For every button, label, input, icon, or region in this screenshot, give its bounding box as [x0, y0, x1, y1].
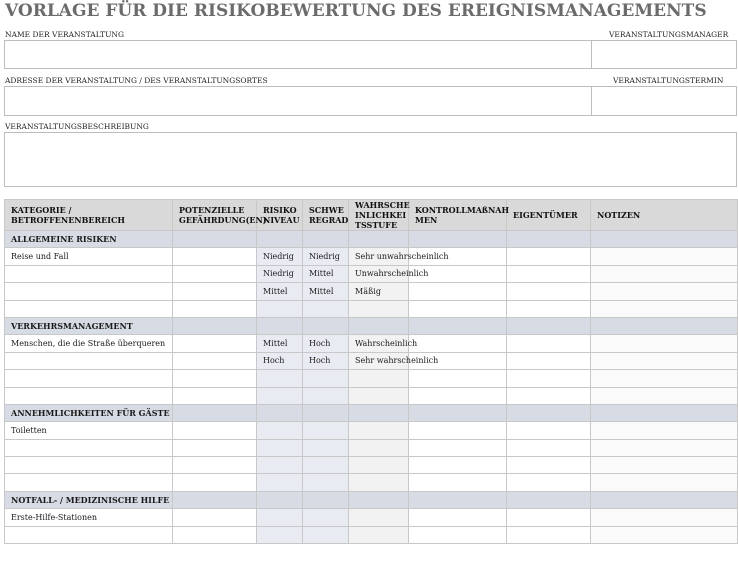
owner-cell[interactable] [507, 509, 591, 526]
likelihood-cell[interactable] [349, 439, 409, 456]
controls-cell[interactable] [409, 526, 507, 543]
severity-cell [303, 404, 349, 421]
controls-cell[interactable] [409, 300, 507, 317]
severity-cell[interactable] [303, 526, 349, 543]
severity-cell[interactable] [303, 370, 349, 387]
event-manager-label: VERANSTALTUNGSMANAGER [609, 30, 729, 39]
notes-cell[interactable] [591, 509, 738, 526]
header-likelihood: WAHRSCHE INLICHKEI TSSTUFE [349, 200, 409, 231]
table-row [5, 439, 738, 456]
table-row [5, 352, 738, 369]
likelihood-cell[interactable] [349, 370, 409, 387]
hazard-cell[interactable] [173, 457, 257, 474]
risk-level-cell[interactable] [257, 526, 303, 543]
category-cell[interactable]: Reise und Fall [5, 248, 173, 265]
likelihood-cell [349, 317, 409, 334]
owner-cell [507, 404, 591, 421]
owner-cell[interactable] [507, 352, 591, 369]
owner-cell[interactable] [507, 283, 591, 300]
controls-cell [409, 491, 507, 508]
table-row [5, 370, 738, 387]
notes-cell[interactable] [591, 248, 738, 265]
severity-cell[interactable]: Hoch [303, 335, 349, 352]
hazard-cell[interactable] [173, 335, 257, 352]
category-row [5, 491, 738, 508]
header-owner: EIGENTÜMER [507, 200, 591, 231]
table-row [5, 283, 738, 300]
risk-level-cell[interactable] [257, 457, 303, 474]
severity-cell [303, 317, 349, 334]
hazard-cell[interactable] [173, 265, 257, 282]
severity-cell[interactable] [303, 422, 349, 439]
header-risk-level: RISIKO NIVEAU [257, 200, 303, 231]
table-row [5, 335, 738, 352]
owner-cell[interactable] [507, 439, 591, 456]
table-row [5, 387, 738, 404]
severity-cell[interactable]: Mittel [303, 283, 349, 300]
severity-cell[interactable]: Hoch [303, 352, 349, 369]
controls-cell[interactable] [409, 283, 507, 300]
header-severity: SCHWE REGRAD [303, 200, 349, 231]
likelihood-cell[interactable] [349, 387, 409, 404]
likelihood-cell [349, 491, 409, 508]
category-row [5, 231, 738, 248]
likelihood-cell[interactable] [349, 509, 409, 526]
severity-cell[interactable]: Mittel [303, 265, 349, 282]
risk-level-cell[interactable] [257, 300, 303, 317]
table-row [5, 265, 738, 282]
controls-cell[interactable] [409, 422, 507, 439]
severity-cell[interactable] [303, 457, 349, 474]
likelihood-cell[interactable]: Sehr wahrscheinlich [349, 352, 409, 369]
risk-level-cell [257, 404, 303, 421]
category-row [5, 317, 738, 334]
description-field[interactable] [4, 132, 737, 187]
table-row [5, 457, 738, 474]
controls-cell [409, 404, 507, 421]
event-name-label: NAME DER VERANSTALTUNG [5, 30, 124, 39]
notes-cell[interactable] [591, 352, 738, 369]
category-cell[interactable] [5, 526, 173, 543]
header-hazards: POTENZIELLE GEFÄHRDUNG(EN) [173, 200, 257, 231]
owner-cell[interactable] [507, 335, 591, 352]
risk-level-cell[interactable] [257, 474, 303, 491]
notes-cell [591, 404, 738, 421]
severity-cell[interactable] [303, 439, 349, 456]
likelihood-cell[interactable]: Mäßig [349, 283, 409, 300]
hazard-cell[interactable] [173, 526, 257, 543]
owner-cell[interactable] [507, 422, 591, 439]
controls-cell [409, 231, 507, 248]
header-notes: NOTIZEN [591, 200, 738, 231]
risk-level-cell[interactable]: Niedrig [257, 248, 303, 265]
notes-cell[interactable] [591, 265, 738, 282]
event-date-label: VERANSTALTUNGSTERMIN [613, 76, 724, 85]
owner-cell[interactable] [507, 526, 591, 543]
controls-cell [409, 317, 507, 334]
severity-cell[interactable] [303, 509, 349, 526]
controls-cell[interactable] [409, 457, 507, 474]
hazard-cell[interactable] [173, 248, 257, 265]
likelihood-cell[interactable] [349, 474, 409, 491]
likelihood-cell [349, 231, 409, 248]
hazard-cell[interactable] [173, 300, 257, 317]
hazard-cell[interactable] [173, 283, 257, 300]
category-cell[interactable] [5, 265, 173, 282]
table-row [5, 526, 738, 543]
severity-cell[interactable] [303, 387, 349, 404]
risk-level-cell[interactable] [257, 387, 303, 404]
table-body [5, 231, 738, 544]
category-cell[interactable] [5, 439, 173, 456]
notes-cell [591, 231, 738, 248]
likelihood-cell[interactable] [349, 300, 409, 317]
event-name-field[interactable] [4, 40, 592, 69]
category-cell[interactable] [5, 283, 173, 300]
category-cell[interactable]: Menschen, die die Straße überqueren [5, 335, 173, 352]
severity-cell[interactable]: Niedrig [303, 248, 349, 265]
likelihood-cell [349, 404, 409, 421]
table-row [5, 300, 738, 317]
hazard-cell[interactable] [173, 474, 257, 491]
notes-cell[interactable] [591, 439, 738, 456]
likelihood-cell[interactable]: Sehr unwahrscheinlich [349, 248, 409, 265]
owner-cell [507, 317, 591, 334]
risk-level-cell[interactable]: Mittel [257, 283, 303, 300]
hazard-cell[interactable] [173, 422, 257, 439]
notes-cell[interactable] [591, 457, 738, 474]
category-title: ANNEHMLICHKEITEN FÜR GÄSTE [5, 404, 173, 421]
hazard-cell[interactable] [173, 387, 257, 404]
notes-cell [591, 317, 738, 334]
category-cell[interactable]: Erste-Hilfe-Stationen [5, 509, 173, 526]
risk-table [4, 199, 738, 544]
severity-cell [303, 491, 349, 508]
hazard-cell[interactable] [173, 439, 257, 456]
owner-cell[interactable] [507, 474, 591, 491]
notes-cell[interactable] [591, 335, 738, 352]
category-title: NOTFALL- / MEDIZINISCHE HILFE [5, 491, 173, 508]
severity-cell[interactable] [303, 474, 349, 491]
description-label: VERANSTALTUNGSBESCHREIBUNG [5, 122, 149, 131]
category-row [5, 404, 738, 421]
table-row [5, 474, 738, 491]
table-header-row [5, 200, 738, 231]
risk-level-cell [257, 317, 303, 334]
controls-cell[interactable] [409, 387, 507, 404]
category-title: VERKEHRSMANAGEMENT [5, 317, 173, 334]
notes-cell[interactable] [591, 526, 738, 543]
hazard-cell [173, 317, 257, 334]
risk-level-cell[interactable]: Hoch [257, 352, 303, 369]
notes-cell[interactable] [591, 422, 738, 439]
header-controls: KONTROLLMAßNAH MEN [409, 200, 507, 231]
notes-cell[interactable] [591, 370, 738, 387]
hazard-cell[interactable] [173, 509, 257, 526]
owner-cell[interactable] [507, 387, 591, 404]
hazard-cell[interactable] [173, 370, 257, 387]
notes-cell[interactable] [591, 300, 738, 317]
likelihood-cell[interactable] [349, 457, 409, 474]
notes-cell[interactable] [591, 474, 738, 491]
risk-level-cell[interactable]: Mittel [257, 335, 303, 352]
category-title: ALLGEMEINE RISIKEN [5, 231, 173, 248]
category-cell[interactable] [5, 352, 173, 369]
owner-cell [507, 231, 591, 248]
likelihood-cell[interactable] [349, 422, 409, 439]
hazard-cell[interactable] [173, 352, 257, 369]
category-cell[interactable] [5, 370, 173, 387]
likelihood-cell[interactable]: Unwahrscheinlich [349, 265, 409, 282]
controls-cell[interactable] [409, 370, 507, 387]
page-title: VORLAGE FÜR DIE RISIKOBEWERTUNG DES EREIGNISMANAGEMENTS [5, 1, 707, 21]
controls-cell[interactable] [409, 335, 507, 352]
owner-cell[interactable] [507, 370, 591, 387]
controls-cell[interactable] [409, 509, 507, 526]
table-row [5, 509, 738, 526]
table-row [5, 248, 738, 265]
owner-cell[interactable] [507, 457, 591, 474]
likelihood-cell[interactable] [349, 526, 409, 543]
owner-cell[interactable] [507, 300, 591, 317]
controls-cell[interactable] [409, 474, 507, 491]
header-category: KATEGORIE / BETROFFENENBEREICH [5, 200, 173, 231]
risk-level-cell[interactable] [257, 439, 303, 456]
hazard-cell [173, 404, 257, 421]
event-date-field[interactable] [591, 86, 737, 116]
address-field[interactable] [4, 86, 592, 116]
notes-cell[interactable] [591, 283, 738, 300]
category-cell[interactable] [5, 474, 173, 491]
hazard-cell [173, 231, 257, 248]
likelihood-cell[interactable]: Wahrscheinlich [349, 335, 409, 352]
category-cell[interactable]: Toiletten [5, 422, 173, 439]
category-cell[interactable] [5, 387, 173, 404]
notes-cell [591, 491, 738, 508]
controls-cell[interactable] [409, 439, 507, 456]
risk-level-cell[interactable] [257, 422, 303, 439]
severity-cell[interactable] [303, 300, 349, 317]
severity-cell [303, 231, 349, 248]
hazard-cell [173, 491, 257, 508]
owner-cell[interactable] [507, 248, 591, 265]
address-label: ADRESSE DER VERANSTALTUNG / DES VERANSTALTUNGSORTES [5, 76, 268, 85]
risk-level-cell [257, 231, 303, 248]
event-manager-field[interactable] [591, 40, 737, 69]
table-row [5, 422, 738, 439]
owner-cell[interactable] [507, 265, 591, 282]
risk-level-cell[interactable] [257, 509, 303, 526]
category-cell[interactable] [5, 300, 173, 317]
risk-level-cell[interactable]: Niedrig [257, 265, 303, 282]
notes-cell[interactable] [591, 387, 738, 404]
risk-level-cell[interactable] [257, 370, 303, 387]
owner-cell [507, 491, 591, 508]
category-cell[interactable] [5, 457, 173, 474]
risk-level-cell [257, 491, 303, 508]
